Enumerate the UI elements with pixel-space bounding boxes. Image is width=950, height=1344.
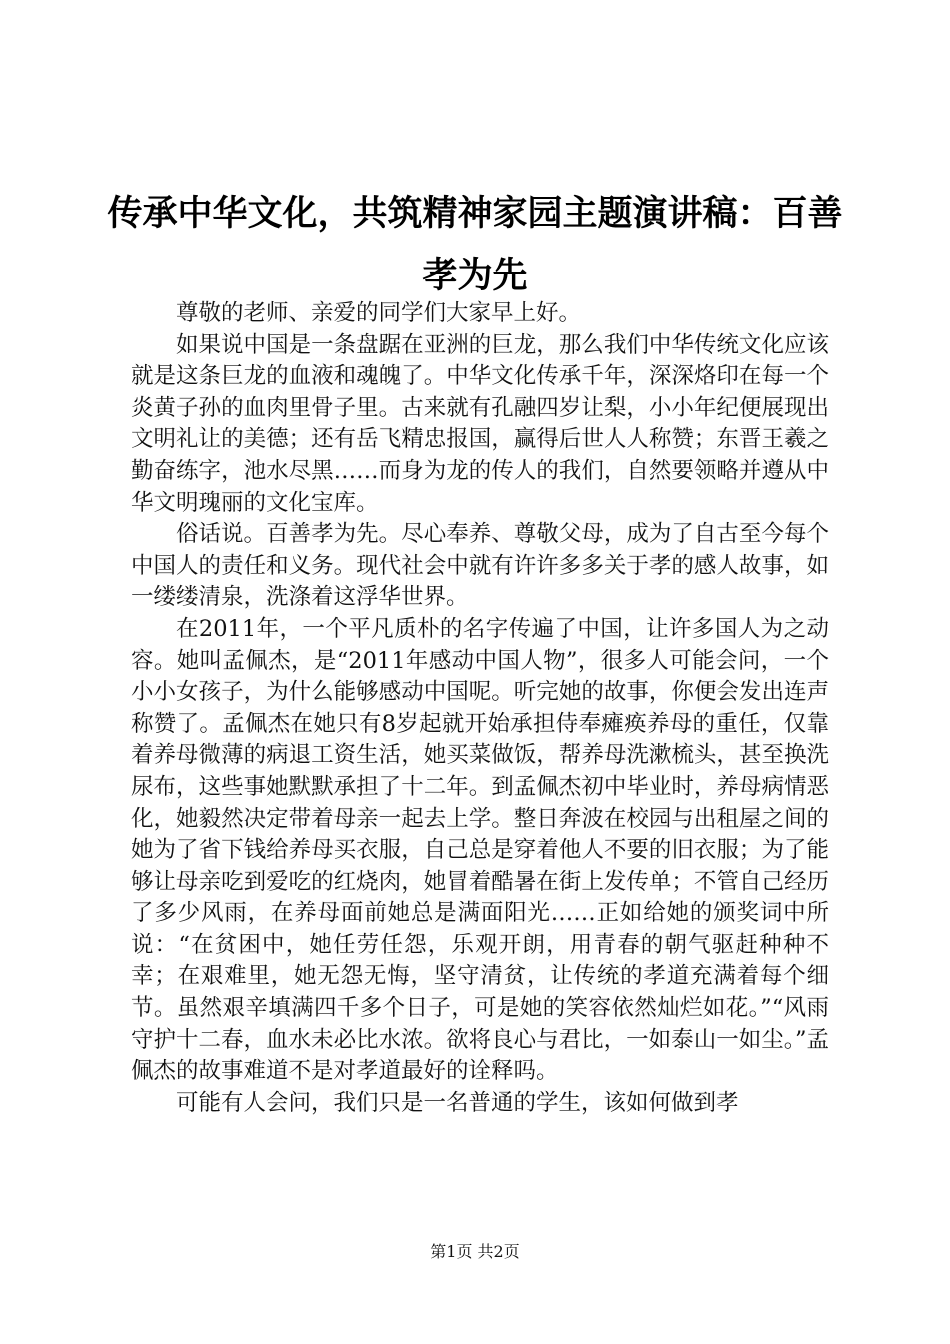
paragraph-chinese-culture: 如果说中国是一条盘踞在亚洲的巨龙，那么我们中华传统文化应该就是这条巨龙的血液和魂魄了。中华文化传承千年，深深烙印在每一个炎黄子孙的血肉里骨子里。古来就有孔融四岁让梨，小小年纪便展现出文明礼让的美德；还有岳飞精忠报国，赢得后世人人称赞；东晋王羲之勤奋练字，池水尽黑……而身为龙的传人的我们，自然要领略并遵从中华文明瑰丽的文化宝库。 xyxy=(131,331,829,516)
paragraph-filial-piety: 俗话说。百善孝为先。尽心奉养、尊敬父母，成为了自古至今每个中国人的责任和义务。现代社会中就有许许多多关于孝的感人故事，如一缕缕清泉，洗涤着这浮华世界。 xyxy=(131,521,829,611)
paragraph-students-question: 可能有人会问，我们只是一名普通的学生，该如何做到孝 xyxy=(176,1089,739,1116)
paragraph-greeting: 尊敬的老师、亲爱的同学们大家早上好。 xyxy=(176,300,582,326)
document-title: 传承中华文化，共筑精神家园主题演讲稿：百善孝为先 xyxy=(107,194,843,296)
paragraph-meng-peijie-story: 在2011年，一个平凡质朴的名字传遍了中国，让许多国人为之动容。她叫孟佩杰，是“2011年感动中国人物”，很多人可能会问，一个小小女孩子，为什么能够感动中国呢。听完她的故事，你便会发出连声称赞了。孟佩杰在她只有8岁起就开始承担侍奉瘫痪养母的重任，仅靠着养母微薄的病退工资生活，她买菜做饭，帮养母洗漱梳头，甚至换洗尿布，这些事她默默承担了十二年。到孟佩杰初中毕业时，养母病情恶化，她毅然决定带着母亲一起去上学。整日奔波在校园与出租屋之间的她为了省下钱给养母买衣服，自己总是穿着他人不要的旧衣服；为了能够让母亲吃到爱吃的红烧肉，她冒着酷暑在街上发传单；不管自己经历了多少风雨，在养母面前她总是满面阳光……正如给她的颁奖词中所说：“在贫困中，她任劳任怨，乐观开朗，用青春的朝气驱赶种种不幸；在艰难里，她无怨无悔，坚守清贫，让传统的孝道充满着每个细节。虽然艰辛填满四千多个日子，可是她的笑容依然灿烂如花。”“风雨守护十二春，血水未必比水浓。欲将良心与君比，一如泰山一如尘。”孟佩杰的故事难道不是对孝道最好的诠释吗。 xyxy=(131,615,829,1085)
page-footer: 第1页 共2页 xyxy=(430,1242,520,1261)
document-body xyxy=(131,298,829,1119)
